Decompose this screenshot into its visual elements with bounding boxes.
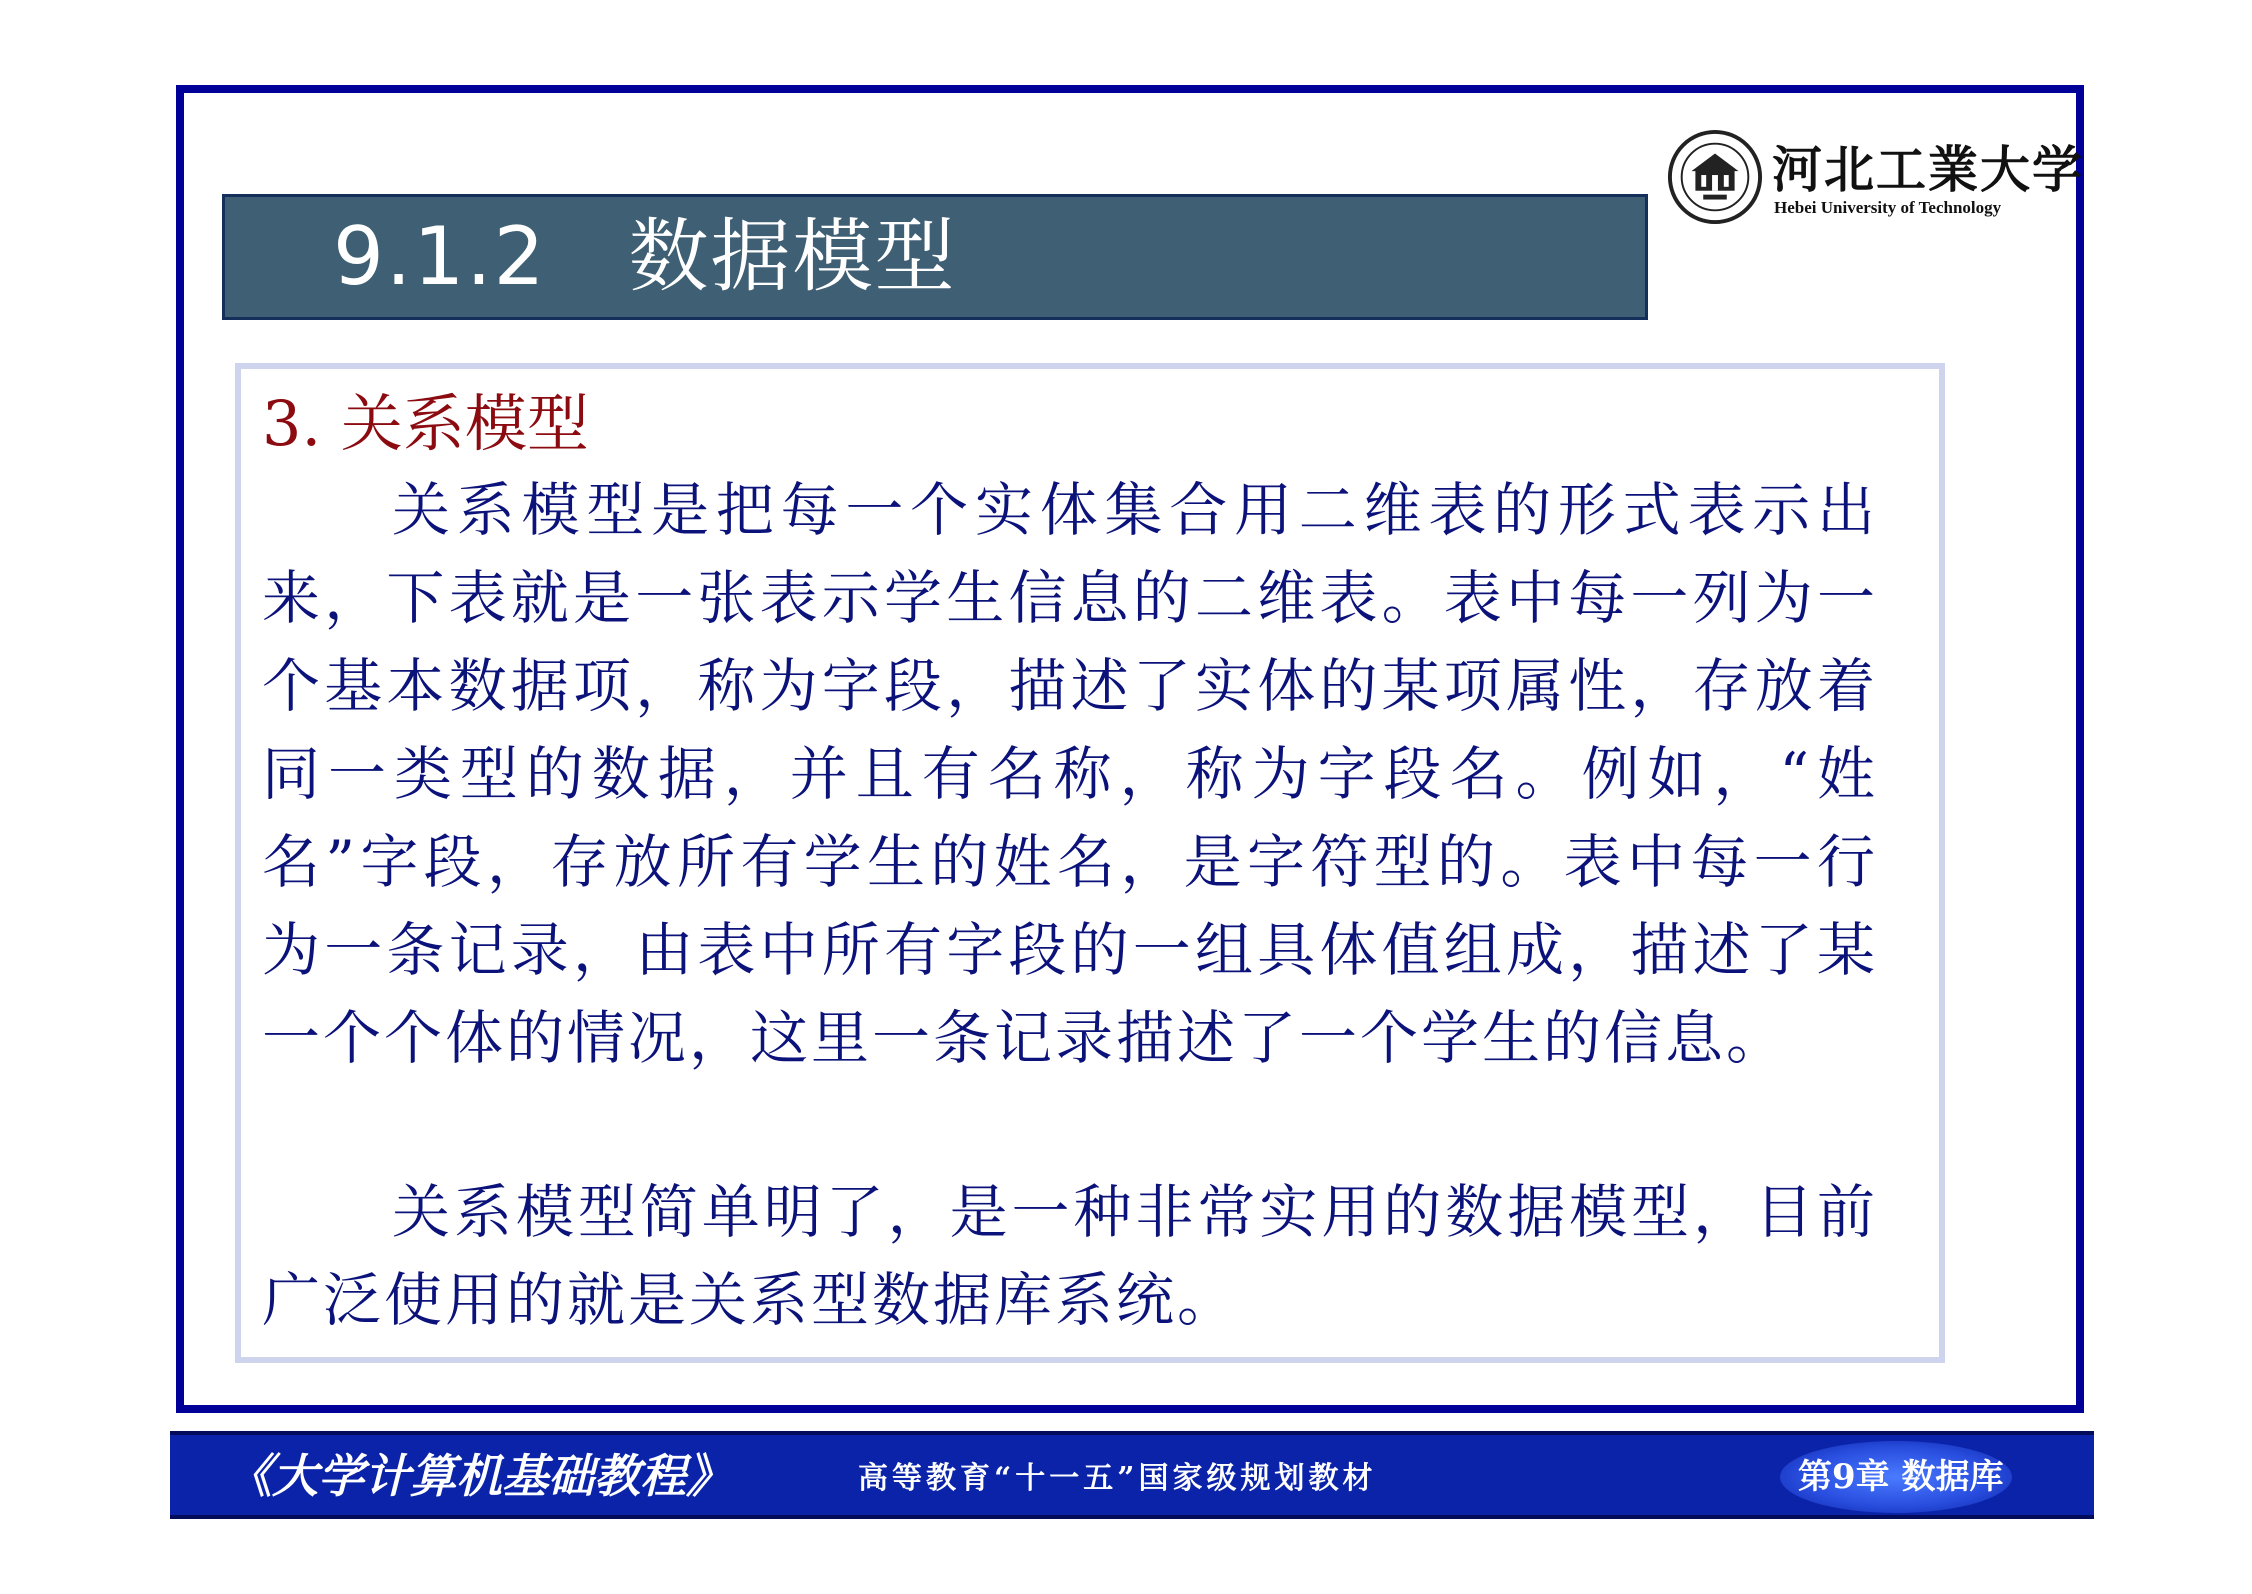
- footer-bar: [170, 1431, 2094, 1519]
- university-logo: [1666, 124, 2084, 226]
- university-name-cn: 河北工業大学: [1772, 140, 2084, 199]
- slide-title: 9.1.2 数据模型: [222, 194, 1648, 320]
- university-name-en: Hebei University of Technology: [1774, 198, 2002, 217]
- body-paragraph-2: 关系模型简单明了，是一种非常实用的数据模型，目前广泛使用的就是关系型数据库系统。: [262, 1178, 1878, 1334]
- university-seal-icon: [1666, 128, 1764, 226]
- body-paragraph-1: 关系模型是把每一个实体集合用二维表的形式表示出来，下表就是一张表示学生信息的二维表。表中每一列为一个基本数据项，称为字段，描述了实体的某项属性，存放着同一类型的数据，并且有名称，称为字段名。例如，“姓名”字段，存放所有学生的姓名，是字符型的。表中每一行为一条记录，由表中所有字段的一组具体值组成，描述了某一个个体的情况，这里一条记录描述了一个学生的信息。: [262, 476, 1878, 1072]
- footer-book-title: 《大学计算机基础教程》: [226, 1449, 732, 1503]
- footer-subtitle: 高等教育“十一五”国家级规划教材: [858, 1461, 1377, 1496]
- section-heading: 3. 关系模型: [262, 387, 589, 460]
- footer-chapter-label: 第9章 数据库: [1798, 1457, 2004, 1497]
